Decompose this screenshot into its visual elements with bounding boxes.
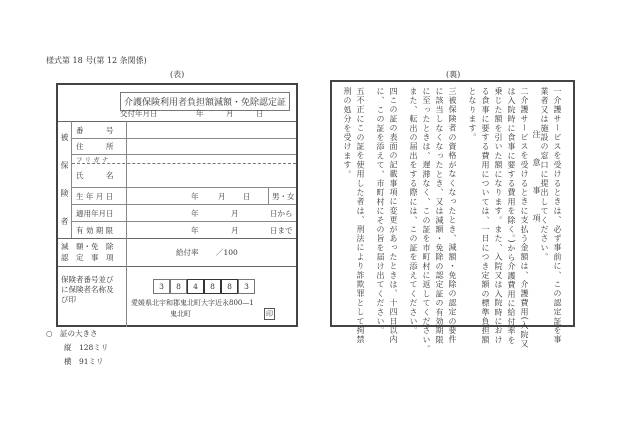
item-2-line-4: る食事に要する費用については、一日につき定額の標準負担額 [481, 87, 490, 345]
item-2-number: 二 [520, 87, 529, 97]
insurer-digit: 8 [170, 279, 187, 294]
item-3-line-2: に該当しなくなったとき、又は減額・免除の認定証の有効期限 [435, 87, 444, 345]
divider [71, 121, 72, 238]
divider [268, 187, 269, 204]
name-field[interactable] [128, 164, 296, 187]
insurer-label-line2: に保険者名称及 [61, 284, 114, 294]
insurer-digit: 4 [187, 279, 204, 294]
item-3-line-1: 被保険者の資格がなくなったとき、減額・免除の認定の要件 [448, 96, 457, 345]
insurer-digit: 8 [221, 279, 238, 294]
item-3-number: 三 [448, 87, 457, 97]
item-4-line-1: この証の表面の記載事項に変更があったときは、十四日以内 [389, 96, 398, 345]
applied-year: 年 [191, 208, 199, 218]
issue-date-label: 交付年月日 [120, 108, 158, 118]
divider [126, 121, 127, 327]
insured-group-label: 被 保 険 者 [60, 132, 69, 227]
expiry-label: 有 効 期 限 [76, 225, 114, 235]
divider [58, 266, 296, 267]
birthdate-label: 生 年 月 日 [76, 191, 114, 201]
size-note-heading: ○ 証の大きさ [46, 329, 98, 338]
name-label: 氏 名 [76, 171, 114, 180]
furigana-field[interactable] [128, 155, 296, 163]
issue-date-year: 年 [196, 108, 204, 118]
item-2-line-5: となります。 [468, 87, 477, 143]
back-side-label: (裏) [446, 70, 461, 79]
form-id: 様式第 18 号(第 12 条関係) [46, 56, 147, 65]
furigana-label: フ リ ガ ナ [76, 155, 109, 164]
size-note-width: 横 91ミリ [64, 357, 104, 366]
item-2-line-2: は入院時に食事に要する費用を除く。)から介護費用に給付率を [507, 87, 516, 345]
expiry-month: 月 [231, 225, 239, 235]
size-note-height: 縦 128ミリ [64, 343, 109, 352]
insurer-name: 鬼北町 [170, 310, 191, 318]
item-2-line-3: 乗じた額を引いた額になります。また、入院又は入院時におけ [494, 87, 503, 345]
back-card [330, 80, 575, 354]
number-label: 番 号 [76, 125, 114, 135]
insurer-label-line1: 保険者番号並び [61, 274, 114, 284]
sex-field[interactable]: 男・女 [272, 191, 295, 201]
item-4-line-2: に、この証を添えて、市町村にその旨を届け出てください。 [376, 87, 385, 336]
applied-day: 日から [270, 208, 293, 218]
applied-month: 月 [231, 208, 239, 218]
item-3-line-4: また、転出の届出をする際には、この証を添えてください。 [409, 87, 418, 336]
issue-date-month: 月 [226, 108, 234, 118]
birth-day: 日 [243, 191, 251, 201]
item-1-line-1: 介護サービスを受けるときは、必ず事前に、この認定証を事 [553, 96, 562, 345]
insurer-digit: 3 [153, 279, 170, 294]
front-card [56, 83, 298, 327]
insurer-address: 愛媛県北宇和郡鬼北町大字近永800—1 [131, 299, 254, 307]
item-5-number: 五 [356, 87, 365, 97]
reduction-label-line2: 認 定 事 項 [61, 253, 114, 262]
address-field[interactable] [128, 139, 296, 154]
insurer-digit: 3 [238, 279, 255, 294]
benefit-rate-value[interactable]: ／100 [216, 248, 238, 257]
expiry-day: 日まで [270, 225, 293, 235]
certificate-title: 介護保険利用者負担額減額・免除認定証 [120, 92, 290, 111]
item-2-line-1: 介護サービスを受けるときに支払う金額は、介護費用(入院又 [520, 96, 529, 349]
item-1-number: 一 [553, 87, 562, 97]
expiry-year: 年 [191, 225, 199, 235]
birth-year: 年 [191, 191, 199, 201]
birth-month: 月 [218, 191, 226, 201]
number-field[interactable] [128, 122, 296, 138]
item-1-line-2: 業者又は施設の窓口に提出してください。 [540, 87, 549, 262]
item-4-number: 四 [389, 87, 398, 97]
item-5-line-1: 不正にこの証を使用した者は、刑法により詐欺罪として拘禁 [356, 96, 365, 345]
reduction-label-line1: 減 額・免 除 [61, 242, 114, 251]
front-side-label: (表) [170, 70, 185, 79]
notes-heading: 注 意 事 項 [532, 130, 541, 228]
applied-date-label: 適用年月日 [76, 208, 114, 218]
benefit-rate-label: 給付率 [176, 248, 199, 257]
item-3-line-3: に至ったときは、遅滞なく、この証を市町村に返してください。 [422, 87, 431, 354]
address-label: 住 所 [76, 142, 114, 151]
seal-stamp-icon: 印 [266, 310, 273, 318]
issue-date-day: 日 [256, 108, 264, 118]
insurer-label-line3: び印 [61, 294, 76, 304]
item-5-line-2: 刑の処分を受けます。 [343, 87, 352, 179]
insurer-digit: 8 [204, 279, 221, 294]
